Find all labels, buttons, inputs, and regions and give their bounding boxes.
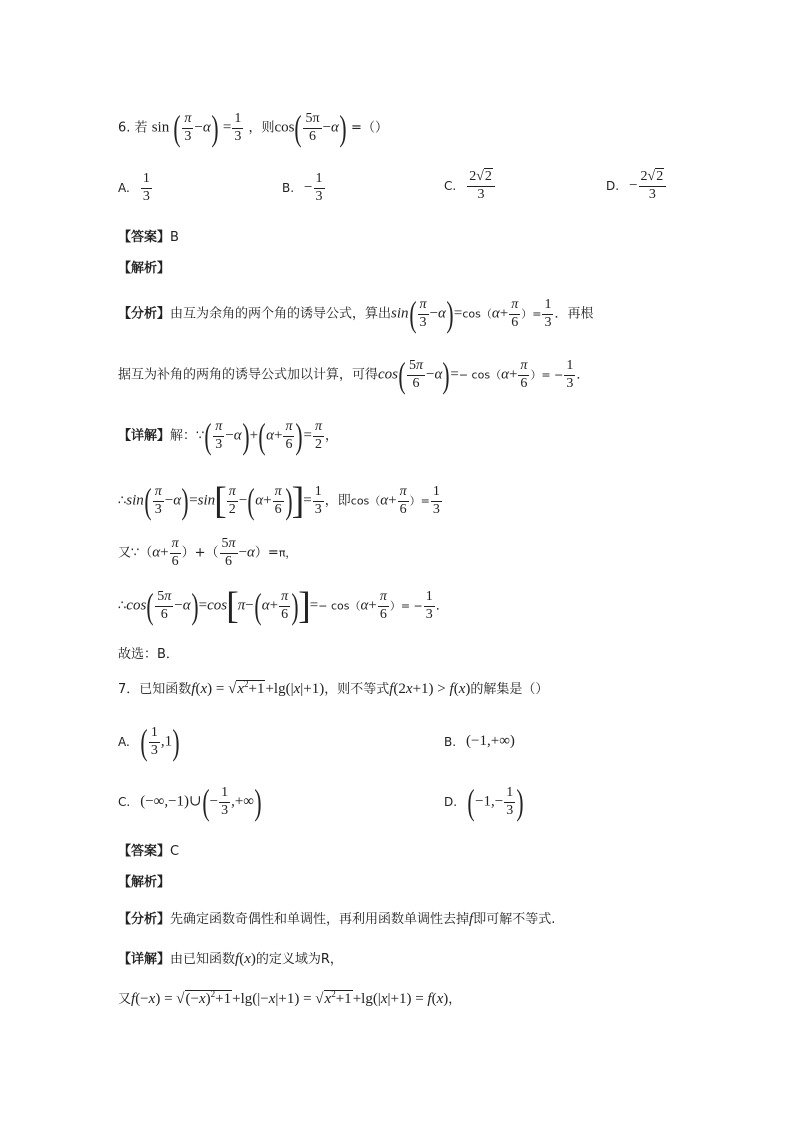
q6-option-d[interactable]: D. − $\frac{2√2}{3}$ <box>606 170 667 202</box>
q7-answer: 【答案】C <box>118 844 180 859</box>
q6-stem: 6. 若 sin ( $\frac{\pi}{3}$ −α) = $\frac{1}{3}$ ，则cos( $\frac{5\pi}{6}$ −α) =（） <box>118 108 388 148</box>
q7-analysis-tag: 【解析】 <box>118 875 171 890</box>
q6-option-b[interactable]: B. − $\frac{1}{3}$ <box>282 171 323 204</box>
q6-number: 6. <box>118 120 131 136</box>
q7-fenxi: 【分析】先确定函数奇偶性和单调性，再利用函数单调性去掉f即可解不等式. <box>118 911 556 927</box>
q6-detail-2: ∴sin( $\frac{\pi}{3}$ −α)=sin[ $\frac{\pi}{2}$ −(α+ $\frac{\pi}{6}$ )]= $\frac{1}{3}$ ，即cos（α+ $\frac{\pi}{6}$ ）= $\frac{1}{3}$ <box>118 480 440 522</box>
q7-detail-1: 【详解】由已知函数f(x)的定义域为R， <box>118 951 343 967</box>
q6-answer: 【答案】B <box>118 230 179 245</box>
q6-detail-4: ∴cos( $\frac{5\pi}{6}$ −α)=cos[π−(α+ $\frac{\pi}{6}$ )]=− cos（α+ $\frac{\pi}{6}$ ）= − $\frac{1}{3}$ ． <box>118 585 449 627</box>
q6-detail-3: 又∵（α+ $\frac{\pi}{6}$ ）+（ $\frac{5\pi}{6}$ −α）=π， <box>118 536 297 569</box>
q7-stem: 7．已知函数$f(x) = √x^2+1+\lg(|x|+1)$，则不等式f(2x+1) > f(x)的解集是（） <box>118 679 549 697</box>
q6-fenxi: 【分析】由互为余角的两个角的诱导公式，算出sin( $\frac{\pi}{3}$ −α)=cos（α+ $\frac{\pi}{6}$ ）= $\frac{1}{3}$ ．再根 <box>118 294 594 334</box>
q7-option-c[interactable]: C. (−∞,−1)∪(− $\frac{1}{3}$ ,+∞) <box>118 782 262 822</box>
q7-option-a[interactable]: A. ( $\frac{1}{3}$ ,1) <box>118 722 180 762</box>
q6-final: 故选：B． <box>118 647 179 662</box>
q6-option-c[interactable]: C. $\frac{2√2}{3}$ <box>444 170 496 202</box>
q6-detail-1: 【详解】解：∵( $\frac{\pi}{3}$ −α)+(α+ $\frac{\pi}{6}$ )= $\frac{\pi}{2}$ ， <box>118 416 338 456</box>
q6-analysis-tag: 【解析】 <box>118 261 171 276</box>
q7-option-d[interactable]: D. (−1,− $\frac{1}{3}$ ) <box>444 782 524 822</box>
q6-fenxi-cont: 据互为补角的两角的诱导公式加以计算，可得cos( $\frac{5\pi}{6}$ −α)=− cos（α+ $\frac{\pi}{6}$ ）= − $\frac{1}{3}$ ． <box>118 355 590 395</box>
q7-detail-2: 又$f(-x) = √(-x)^2+1+\lg(|-x|+1) = √x^2+1+\lg(|x|+1) = f(x)$， <box>118 989 462 1007</box>
q6-option-a[interactable]: A. $\frac{1}{3}$ <box>118 171 150 204</box>
q7-option-b[interactable]: B. (−1,+∞) <box>444 733 515 749</box>
